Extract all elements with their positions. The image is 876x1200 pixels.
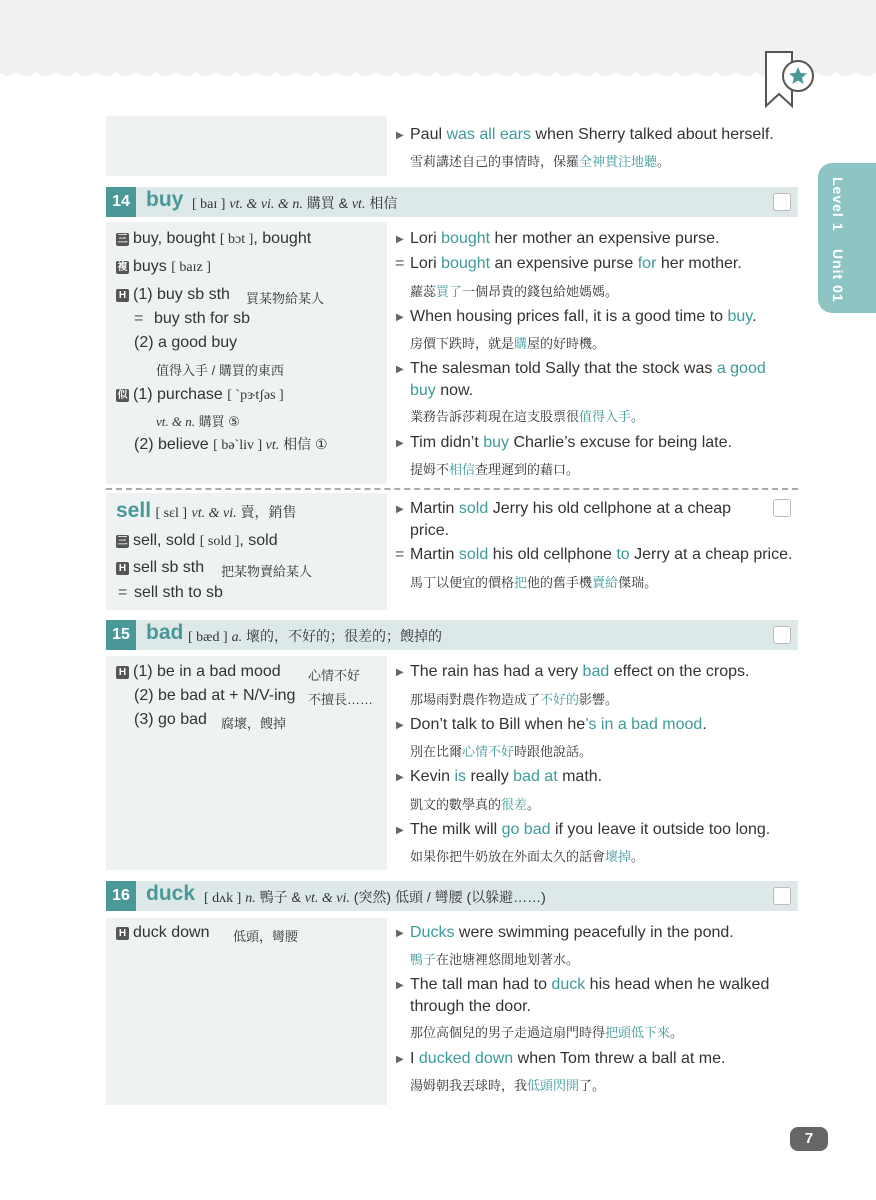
example-en: Don’t talk to Bill when he’s in a bad mood. [410, 716, 707, 733]
checkbox[interactable] [773, 887, 791, 905]
bullet-icon: ▶ [396, 980, 404, 991]
level-unit-tab[interactable] [818, 163, 876, 313]
example-en: Ducks were swimming peacefully in the pond. [410, 924, 734, 941]
equals-sign: = [395, 546, 405, 563]
equals-sign: = [134, 310, 144, 327]
checkbox[interactable] [773, 193, 791, 211]
example-en-line2: buy now. [410, 382, 474, 399]
example-en-alt: Lori bought an expensive purse for her mother. [410, 255, 742, 272]
example-zh: 別在比爾心情不好時跟他說話。 [410, 744, 593, 759]
example-en: The tall man had to duck his head when he walked [410, 976, 770, 993]
entry-header-bad [106, 620, 798, 650]
synonym-1-def: vt. & n. 購買 ⑤ [156, 414, 240, 429]
page-number: 7 [790, 1127, 828, 1151]
phrase-1-zh: 低頭，彎腰 [233, 929, 299, 944]
example-en: The rain has had a very bad effect on the crops. [410, 663, 750, 680]
verb-forms: 三 sell, sold [ sold ], sold [117, 532, 278, 549]
phrase-2: (2) be bad at + N/V-ing [134, 687, 296, 704]
phrase-2-zh: 值得入手 / 購買的東西 [156, 363, 284, 378]
example-zh: 雪莉講述自己的事情時，保羅全神貫注地聽。 [410, 154, 671, 169]
example-en: The salesman told Sally that the stock was a good [410, 360, 766, 377]
bullet-icon: ▶ [396, 1054, 404, 1065]
entry-definition: [ baɪ ] vt. & vi. & n. 購買 & vt. 相信 [192, 195, 398, 212]
equals-sign: = [118, 584, 128, 601]
example-en: When housing prices fall, it is a good time to buy. [410, 308, 757, 325]
example-en: Paul was all ears when Sherry talked about herself. [410, 126, 774, 143]
example-zh: 房價下跌時，就是購屋的好時機。 [410, 336, 606, 351]
entry-header-buy [106, 187, 798, 217]
example-zh: 提姆不相信查理遲到的藉口。 [410, 462, 580, 477]
phrase-3: (3) go bad [134, 711, 207, 728]
headword: duck [146, 882, 196, 905]
bullet-icon: ▶ [396, 667, 404, 678]
phrase-1-zh: 把某物賣給某人 [221, 564, 313, 579]
plural-form: 複 buys [ baɪz ] [117, 258, 211, 275]
entry-definition: [ bæd ] a. 壞的，不好的；很差的；餿掉的 [188, 628, 442, 645]
unit-label: Unit 01 [830, 249, 846, 303]
synonym-1: 似 (1) purchase [ ˋpɝtʃəs ] [117, 386, 284, 403]
entry-number: 16 [106, 881, 136, 911]
entry-number: 14 [106, 187, 136, 217]
bullet-icon: ▶ [396, 772, 404, 783]
example-en-line2: price. [410, 522, 450, 539]
equals-sign: = [395, 255, 405, 272]
sub-headword: sell [ sɛl ] vt. & vi. 賣，銷售 [116, 499, 297, 522]
divider [106, 488, 798, 490]
phrase-1: H (1) buy sb sth [116, 286, 230, 304]
bullet-icon: ▶ [396, 234, 404, 245]
headword: bad [146, 621, 184, 644]
bullet-icon: ▶ [396, 928, 404, 939]
example-zh: 馬丁以便宜的價格把他的舊手機賣給傑瑞。 [410, 575, 658, 590]
phrase-2: (2) a good buy [134, 334, 238, 351]
phrase-2-zh: 不擅長…… [308, 692, 374, 707]
example-en: The milk will go bad if you leave it outside too long. [410, 821, 771, 838]
scalloped-edge [0, 56, 876, 80]
entry-definition: [ dʌk ] n. 鴨子 & vt. & vi. (突然) 低頭 / 彎腰 (以躲避……) [204, 889, 546, 906]
phrase-1-alt: sell sth to sb [134, 584, 223, 601]
duck-left-cell [106, 918, 387, 1105]
example-en: Martin sold Jerry his old cellphone at a cheap [410, 500, 732, 517]
verb-forms: 三 buy, bought [ bɔt ], bought [117, 230, 312, 247]
bullet-icon: ▶ [396, 438, 404, 449]
example-zh: 那位高個兒的男子走過這扇門時得把頭低下來。 [410, 1025, 684, 1040]
bullet-icon: ▶ [396, 825, 404, 836]
example-en: Tim didn’t buy Charlie’s excuse for being late. [410, 434, 732, 451]
entry-number: 15 [106, 620, 136, 650]
bullet-icon: ▶ [396, 720, 404, 731]
bullet-icon: ▶ [396, 312, 404, 323]
bullet-icon: ▶ [396, 364, 404, 375]
checkbox[interactable] [773, 626, 791, 644]
example-zh: 蘿蕊買了一個昂貴的錢包給她媽媽。 [410, 284, 619, 299]
phrase-3-zh: 腐壞，餿掉 [221, 716, 287, 731]
intro-left-cell [106, 116, 387, 176]
entry-header-duck [106, 881, 798, 911]
example-en-line2: through the door. [410, 998, 531, 1015]
level-label: Level 1 [830, 177, 846, 232]
example-zh: 凱文的數學真的很差。 [410, 797, 541, 812]
phrase-1: H sell sb sth [116, 559, 204, 577]
phrase-1: H (1) be in a bad mood [116, 663, 281, 681]
phrase-1: H duck down [116, 924, 210, 942]
example-en: Lori bought her mother an expensive purse. [410, 230, 720, 247]
example-en: I ducked down when Tom threw a ball at me. [410, 1050, 726, 1067]
example-zh: 湯姆朝我丟球時，我低頭閃開了。 [410, 1078, 606, 1093]
phrase-1-zh: 心情不好 [308, 668, 361, 683]
checkbox[interactable] [773, 499, 791, 517]
synonym-2: (2) believe [ bəˋliv ] vt. 相信 ① [134, 436, 328, 453]
example-zh: 業務告訴莎莉現在這支股票很值得入手。 [410, 409, 645, 424]
example-zh: 那場雨對農作物造成了不好的影響。 [410, 692, 619, 707]
bullet-icon: ▶ [396, 504, 404, 515]
headword: buy [146, 188, 184, 211]
bookmark-star-icon [762, 50, 818, 112]
phrase-1-alt: buy sth for sb [154, 310, 251, 327]
bullet-icon: ▶ [396, 130, 404, 141]
example-en: Kevin is really bad at math. [410, 768, 603, 785]
example-zh: 鴨子在池塘裡悠閒地划著水。 [410, 952, 580, 967]
example-en-alt: Martin sold his old cellphone to Jerry at a cheap price. [410, 546, 793, 563]
phrase-1-zh: 買某物給某人 [246, 291, 325, 306]
example-zh: 如果你把牛奶放在外面太久的話會壞掉。 [410, 849, 645, 864]
